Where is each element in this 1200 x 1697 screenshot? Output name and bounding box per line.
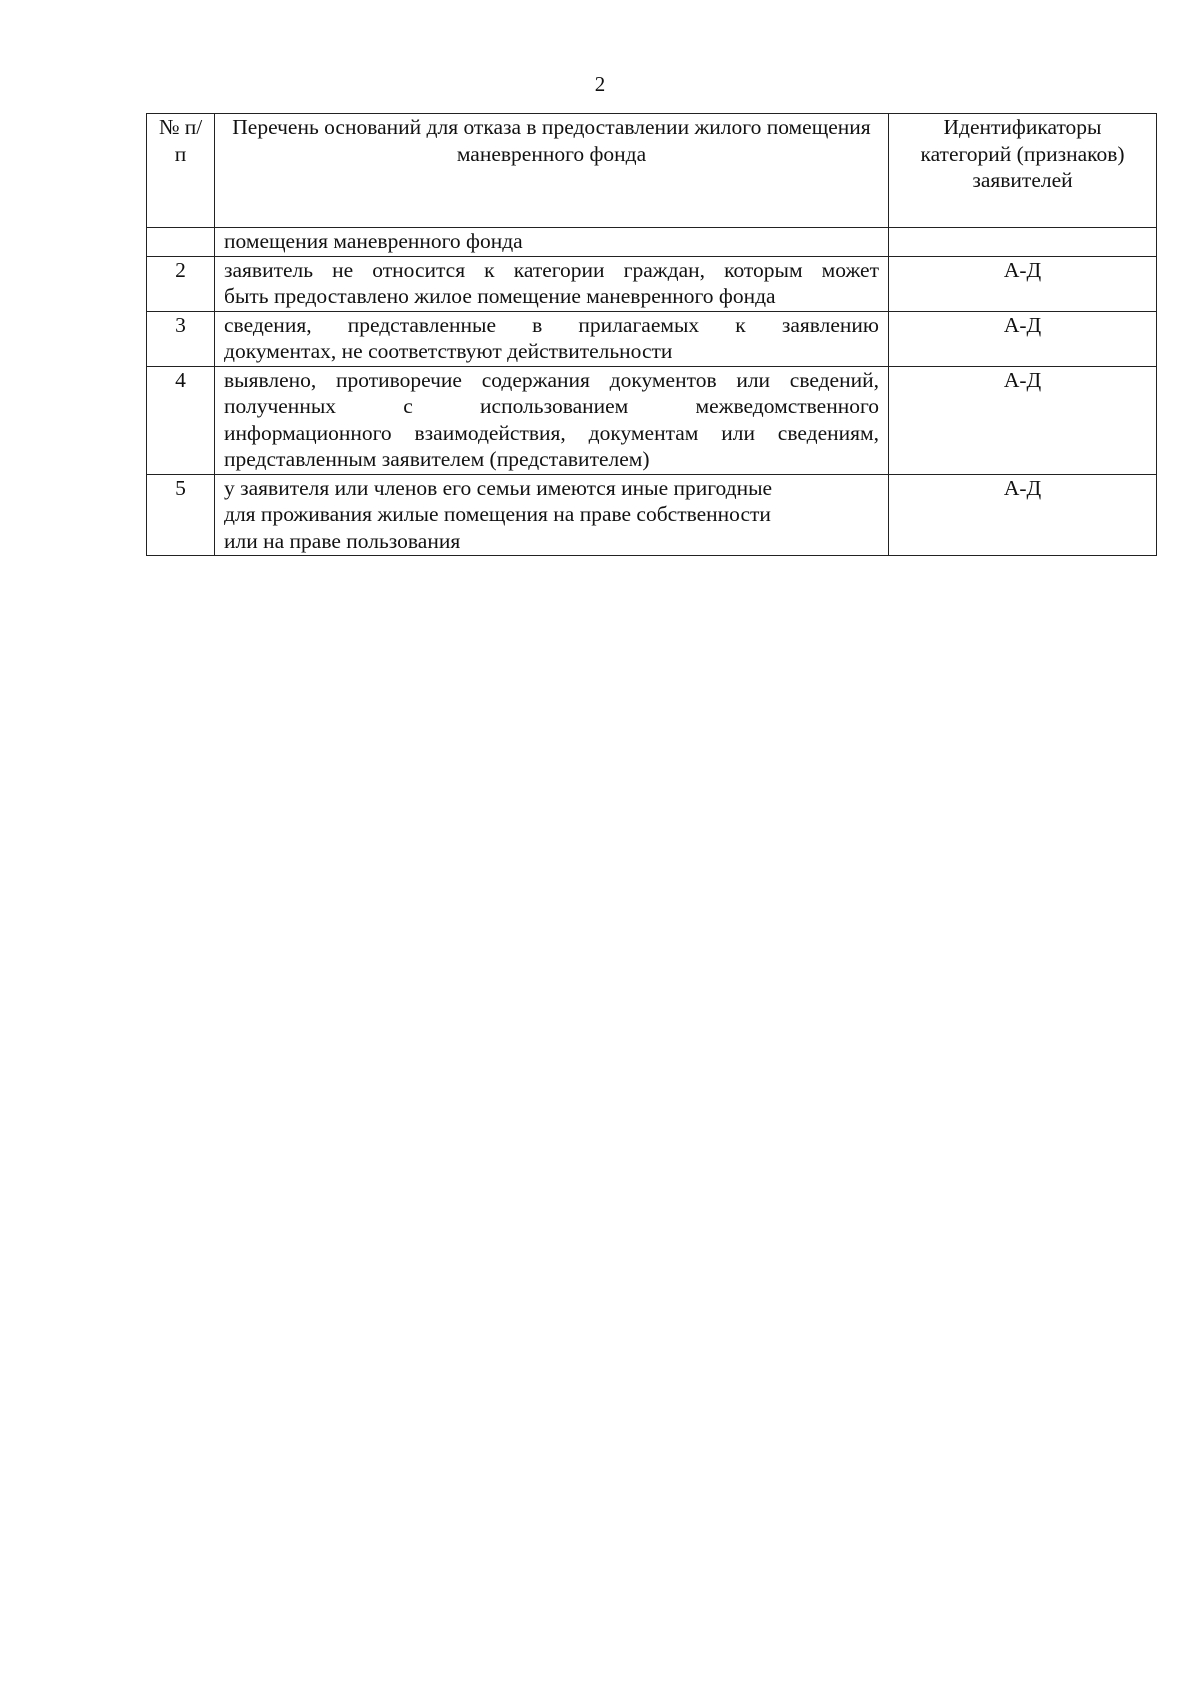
table-row xyxy=(147,474,1157,556)
table-row-continuation xyxy=(147,228,1157,257)
row-number: 5 xyxy=(147,474,215,556)
row-number: 3 xyxy=(147,311,215,366)
refusal-grounds-table xyxy=(146,113,1157,556)
grounds-line: или на праве пользования xyxy=(224,528,461,553)
grounds-line: заявитель не относится к категории граждан, которым может xyxy=(224,257,879,282)
row-grounds xyxy=(215,474,889,556)
table-row xyxy=(147,256,1157,311)
row-identifiers: А-Д xyxy=(889,474,1157,556)
row-number: 4 xyxy=(147,366,215,474)
row-identifiers: А-Д xyxy=(889,256,1157,311)
table-row xyxy=(147,366,1157,474)
header-number: № п/п xyxy=(147,114,215,228)
row-grounds xyxy=(215,366,889,474)
table-header-row xyxy=(147,114,1157,228)
row-grounds xyxy=(215,256,889,311)
row-number: 2 xyxy=(147,256,215,311)
row-identifiers xyxy=(889,228,1157,257)
grounds-line: для проживания жилые помещения на праве собственности xyxy=(224,502,771,526)
row-grounds xyxy=(215,311,889,366)
grounds-line: сведения, представленные в прилагаемых к заявлению xyxy=(224,312,879,337)
grounds-line: выявлено, противоречие содержания документов или сведений, xyxy=(224,367,879,392)
grounds-line: быть предоставлено жилое помещение маневренного фонда xyxy=(224,284,776,308)
page-number: 2 xyxy=(594,72,606,96)
grounds-line: документах, не соответствуют действительности xyxy=(224,339,673,363)
header-grounds: Перечень оснований для отказа в предоставлении жилого помещения маневренного фонда xyxy=(215,114,889,228)
header-identifiers: Идентификаторы категорий (признаков) заявителей xyxy=(889,114,1157,228)
grounds-line: представленным заявителем (представителем) xyxy=(224,447,650,471)
row-identifiers: А-Д xyxy=(889,366,1157,474)
grounds-line: полученных с использованием межведомственного xyxy=(224,394,879,418)
row-identifiers: А-Д xyxy=(889,311,1157,366)
grounds-line: информационного взаимодействия, документам или сведениям, xyxy=(224,420,879,445)
table-row xyxy=(147,311,1157,366)
row-number xyxy=(147,228,215,257)
grounds-line: у заявителя или членов его семьи имеются иные пригодные xyxy=(224,475,773,500)
row-grounds: помещения маневренного фонда xyxy=(215,228,889,257)
